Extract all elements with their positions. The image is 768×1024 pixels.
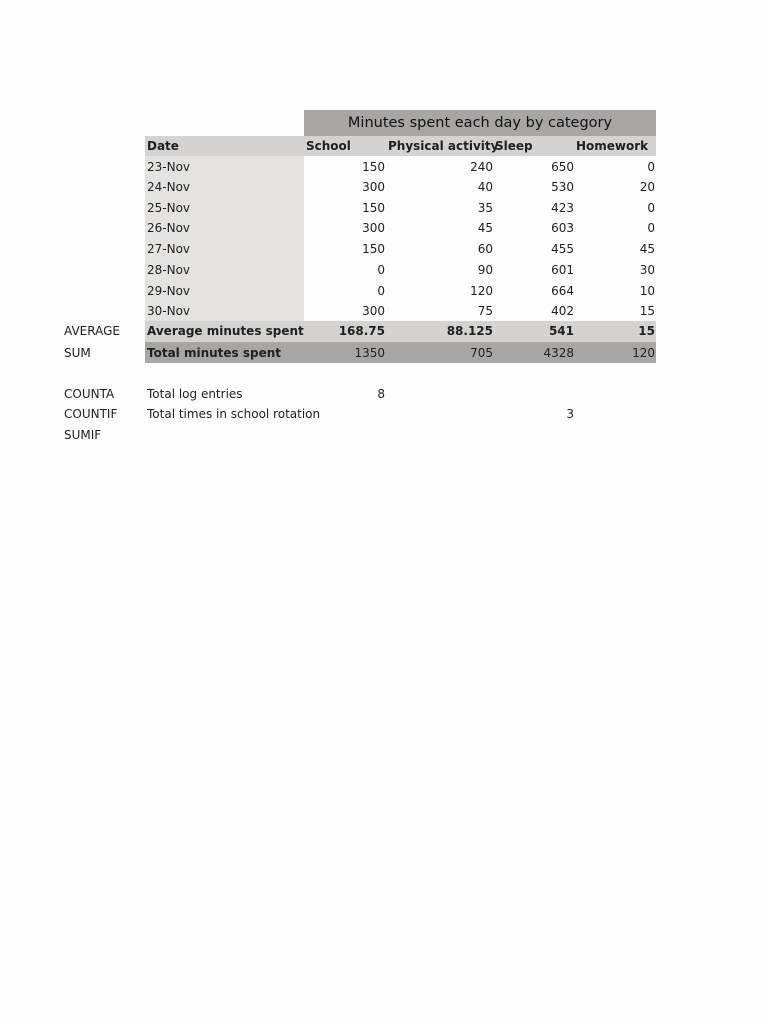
table-row-school: 300 (362, 180, 385, 194)
table-row-school: 300 (362, 304, 385, 318)
table-row-date: 24-Nov (147, 180, 191, 194)
table-row-sleep: 603 (551, 221, 574, 235)
table-row-sleep: 423 (551, 201, 574, 215)
table-row-physical: 45 (477, 221, 493, 235)
table-row-homework: 10 (639, 284, 655, 298)
table-row-physical: 35 (477, 201, 493, 215)
table-row-physical: 40 (477, 180, 493, 194)
average-physical: 88.125 (446, 324, 493, 338)
table-row-school: 0 (377, 263, 385, 277)
sum-school: 1350 (354, 346, 385, 360)
table-row-school: 150 (362, 242, 385, 256)
header-school: School (306, 139, 351, 153)
header-homework: Homework (576, 139, 649, 153)
counta-label: Total log entries (147, 387, 243, 401)
header-sleep: Sleep (495, 139, 533, 153)
countif-value: 3 (566, 407, 574, 421)
table-row-date: 23-Nov (147, 160, 191, 174)
table-row-date: 28-Nov (147, 263, 191, 277)
table-row-school: 150 (362, 160, 385, 174)
table-row-school: 300 (362, 221, 385, 235)
header-date: Date (147, 139, 179, 153)
table-row-physical: 75 (477, 304, 493, 318)
average-homework: 15 (638, 324, 655, 338)
table-row-homework: 0 (647, 160, 655, 174)
table-row-homework: 15 (639, 304, 655, 318)
table-row-homework: 0 (647, 201, 655, 215)
table-row-sleep: 601 (551, 263, 574, 277)
average-sleep: 541 (548, 324, 574, 338)
table-row-homework: 20 (639, 180, 655, 194)
table-row-school: 150 (362, 201, 385, 215)
table-row-sleep: 650 (551, 160, 574, 174)
counta-function-label: COUNTA (64, 387, 115, 401)
table-row-sleep: 664 (551, 284, 574, 298)
table-row-sleep: 455 (551, 242, 574, 256)
average-school: 168.75 (338, 324, 385, 338)
sum-function-label: SUM (64, 346, 91, 360)
sum-physical: 705 (470, 346, 493, 360)
table-row-date: 29-Nov (147, 284, 191, 298)
table-row-date: 27-Nov (147, 242, 191, 256)
table-row-physical: 120 (470, 284, 493, 298)
table-row-homework: 0 (647, 221, 655, 235)
sum-sleep: 4328 (543, 346, 574, 360)
countif-label: Total times in school rotation (147, 407, 321, 421)
header-physical-activity: Physical activity (388, 139, 499, 153)
sum-row-label: Total minutes spent (147, 346, 282, 360)
table-row-date: 25-Nov (147, 201, 191, 215)
table-row-date: 30-Nov (147, 304, 191, 318)
table-row-sleep: 530 (551, 180, 574, 194)
table-row-school: 0 (377, 284, 385, 298)
table-row-physical: 90 (477, 263, 493, 277)
table-row-homework: 45 (639, 242, 655, 256)
average-row-label: Average minutes spent (147, 324, 304, 338)
table-row-date: 26-Nov (147, 221, 191, 235)
table-title: Minutes spent each day by category (347, 115, 613, 131)
counta-value: 8 (377, 387, 385, 401)
table-row-physical: 240 (470, 160, 493, 174)
sum-homework: 120 (632, 346, 655, 360)
average-function-label: AVERAGE (64, 324, 120, 338)
countif-function-label: COUNTIF (64, 407, 118, 421)
table-row-physical: 60 (477, 242, 493, 256)
sumif-function-label: SUMIF (64, 428, 102, 442)
table-row-sleep: 402 (551, 304, 574, 318)
table-row-homework: 30 (639, 263, 655, 277)
